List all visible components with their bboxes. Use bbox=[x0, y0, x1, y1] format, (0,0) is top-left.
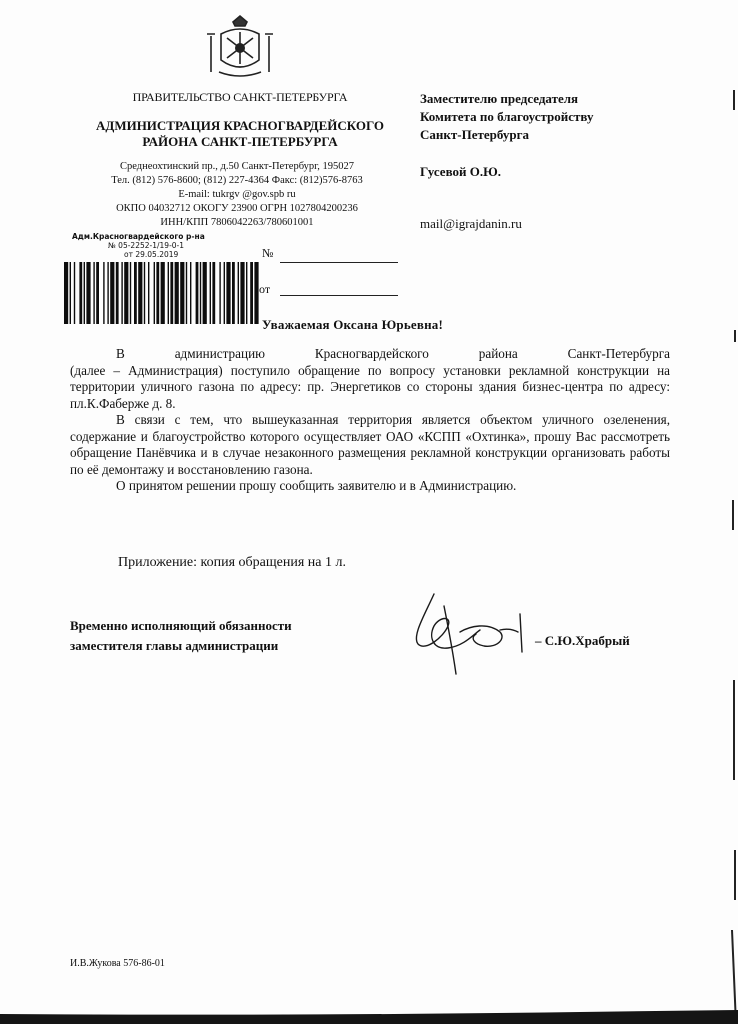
barcode-bar bbox=[107, 262, 108, 324]
addressee-block bbox=[420, 90, 660, 144]
barcode-bar bbox=[210, 262, 211, 324]
barcode-bar bbox=[254, 262, 258, 324]
paragraph-3: О принятом решении прошу сообщить заявителю и в Администрацию. bbox=[116, 478, 517, 493]
administration-contacts bbox=[78, 160, 396, 230]
barcode-bar bbox=[224, 262, 225, 324]
barcode-bar bbox=[134, 262, 137, 324]
barcode-bar bbox=[103, 262, 104, 324]
addressee-line-1: Заместителю председателя bbox=[420, 91, 579, 106]
email: E-mail: tukrgv @gov.spb ru bbox=[178, 189, 296, 200]
administration-line-1: АДМИНИСТРАЦИЯ КРАСНОГВАРДЕЙСКОГО bbox=[95, 118, 385, 133]
date-field-line bbox=[280, 295, 398, 296]
paragraph-2: В связи с тем, что вышеуказанная территория является объектом уличного озеленения, содержание и благоустройство которого осуществляет ОАО «КСПП «Охтинка», прошу Вас рассмотреть обращение Панёвчика и в случае незаконного размещения рекламной конструкции организовать работы по её демонтажу и восстановлению газона. bbox=[70, 412, 670, 477]
barcode-bar bbox=[232, 262, 235, 324]
barcode-bar bbox=[74, 262, 75, 324]
barcode-bar bbox=[121, 262, 122, 324]
barcode-bar bbox=[170, 262, 173, 324]
barcode-bar bbox=[219, 262, 220, 324]
administration-line-2: РАЙОНА САНКТ-ПЕТЕРБУРГА bbox=[142, 134, 338, 149]
letter-body bbox=[70, 346, 670, 495]
barcode-bar bbox=[203, 262, 207, 324]
barcode-bar bbox=[190, 262, 191, 324]
paragraph-1-first-line: В администрацию Красногвардейского района Санкт-Петербурга bbox=[116, 346, 670, 361]
barcode-bar bbox=[168, 262, 169, 324]
phones: Тел. (812) 576-8600; (812) 227-4364 Факс: (812)576-8763 bbox=[111, 175, 363, 186]
barcode-bar bbox=[156, 262, 159, 324]
barcode-bar bbox=[110, 262, 114, 324]
inn: ИНН/КПП 7806042263/780601001 bbox=[160, 217, 314, 228]
st-petersburg-coat-of-arms-icon bbox=[205, 14, 275, 82]
barcode-bar bbox=[196, 262, 199, 324]
barcode-bar bbox=[86, 262, 90, 324]
signer-name: – С.Ю.Храбрый bbox=[535, 633, 630, 648]
barcode-bar bbox=[138, 262, 142, 324]
barcode-bar bbox=[250, 262, 253, 324]
signer-title-line-2: заместителя главы администрации bbox=[70, 638, 279, 653]
number-label: № bbox=[262, 246, 274, 260]
government-title: ПРАВИТЕЛЬСТВО САНКТ-ПЕТЕРБУРГА bbox=[132, 90, 348, 104]
barcode-bar bbox=[84, 262, 85, 324]
barcode-bar bbox=[200, 262, 201, 324]
administration-name bbox=[75, 118, 405, 150]
signer-title-line-1: Временно исполняющий обязанности bbox=[70, 618, 292, 633]
barcode-bar bbox=[186, 262, 187, 324]
stamp-line-2: № 05-2252-1/19-0-1 bbox=[108, 241, 185, 250]
okpo: ОКПО 04032712 ОКОГУ 23900 ОГРН 1027804200236 bbox=[116, 203, 358, 214]
barcode-bar bbox=[148, 262, 149, 324]
addressee-name: Гусевой О.Ю. bbox=[420, 164, 501, 179]
attachment-note: Приложение: копия обращения на 1 л. bbox=[118, 555, 346, 570]
addressee-email: mail@igrajdanin.ru bbox=[420, 216, 522, 231]
barcode-bar bbox=[154, 262, 155, 324]
barcode-bar bbox=[64, 262, 68, 324]
barcode-bar bbox=[240, 262, 244, 324]
barcode-bar bbox=[93, 262, 94, 324]
barcode-bar bbox=[144, 262, 145, 324]
barcode-bar bbox=[161, 262, 165, 324]
barcode-bar bbox=[96, 262, 99, 324]
barcode-bar bbox=[238, 262, 239, 324]
date-label: от bbox=[259, 282, 271, 296]
executor-note: И.В.Жукова 576-86-01 bbox=[70, 958, 165, 969]
number-field-line bbox=[280, 262, 398, 263]
signer-title bbox=[70, 616, 292, 656]
barcode-bar bbox=[212, 262, 215, 324]
scan-right-edge bbox=[728, 0, 738, 1024]
barcode-bar bbox=[226, 262, 230, 324]
barcode-bar bbox=[116, 262, 119, 324]
stamp-line-1: Адм.Красногвардейского р-на bbox=[72, 232, 205, 241]
barcode-bar bbox=[79, 262, 82, 324]
scan-bottom-edge bbox=[0, 1006, 738, 1024]
barcode-icon bbox=[62, 262, 260, 324]
addressee-line-2: Комитета по благоустройству bbox=[420, 109, 594, 124]
handwritten-signature-icon bbox=[404, 586, 539, 686]
paragraph-1-rest: (далее – Администрация) поступило обращение по вопросу установки рекламной конструкции на территории уличного газона по адресу: пр. Энергетиков со стороны здания бизнес-центра по адресу: пл.К.Фаберже д. 8. bbox=[70, 362, 670, 411]
address: Среднеохтинский пр., д.50 Санкт-Петербург, 195027 bbox=[119, 161, 355, 172]
barcode-bar bbox=[180, 262, 184, 324]
barcode-bar bbox=[70, 262, 71, 324]
barcode-bar bbox=[246, 262, 247, 324]
stamp-line-3: от 29.05.2019 bbox=[124, 250, 179, 259]
barcode-bar bbox=[175, 262, 179, 324]
barcode-bar bbox=[130, 262, 131, 324]
greeting: Уважаемая Оксана Юрьевна! bbox=[262, 317, 444, 332]
addressee-line-3: Санкт-Петербурга bbox=[420, 127, 529, 142]
barcode-bar bbox=[124, 262, 128, 324]
registration-stamp bbox=[72, 232, 212, 259]
